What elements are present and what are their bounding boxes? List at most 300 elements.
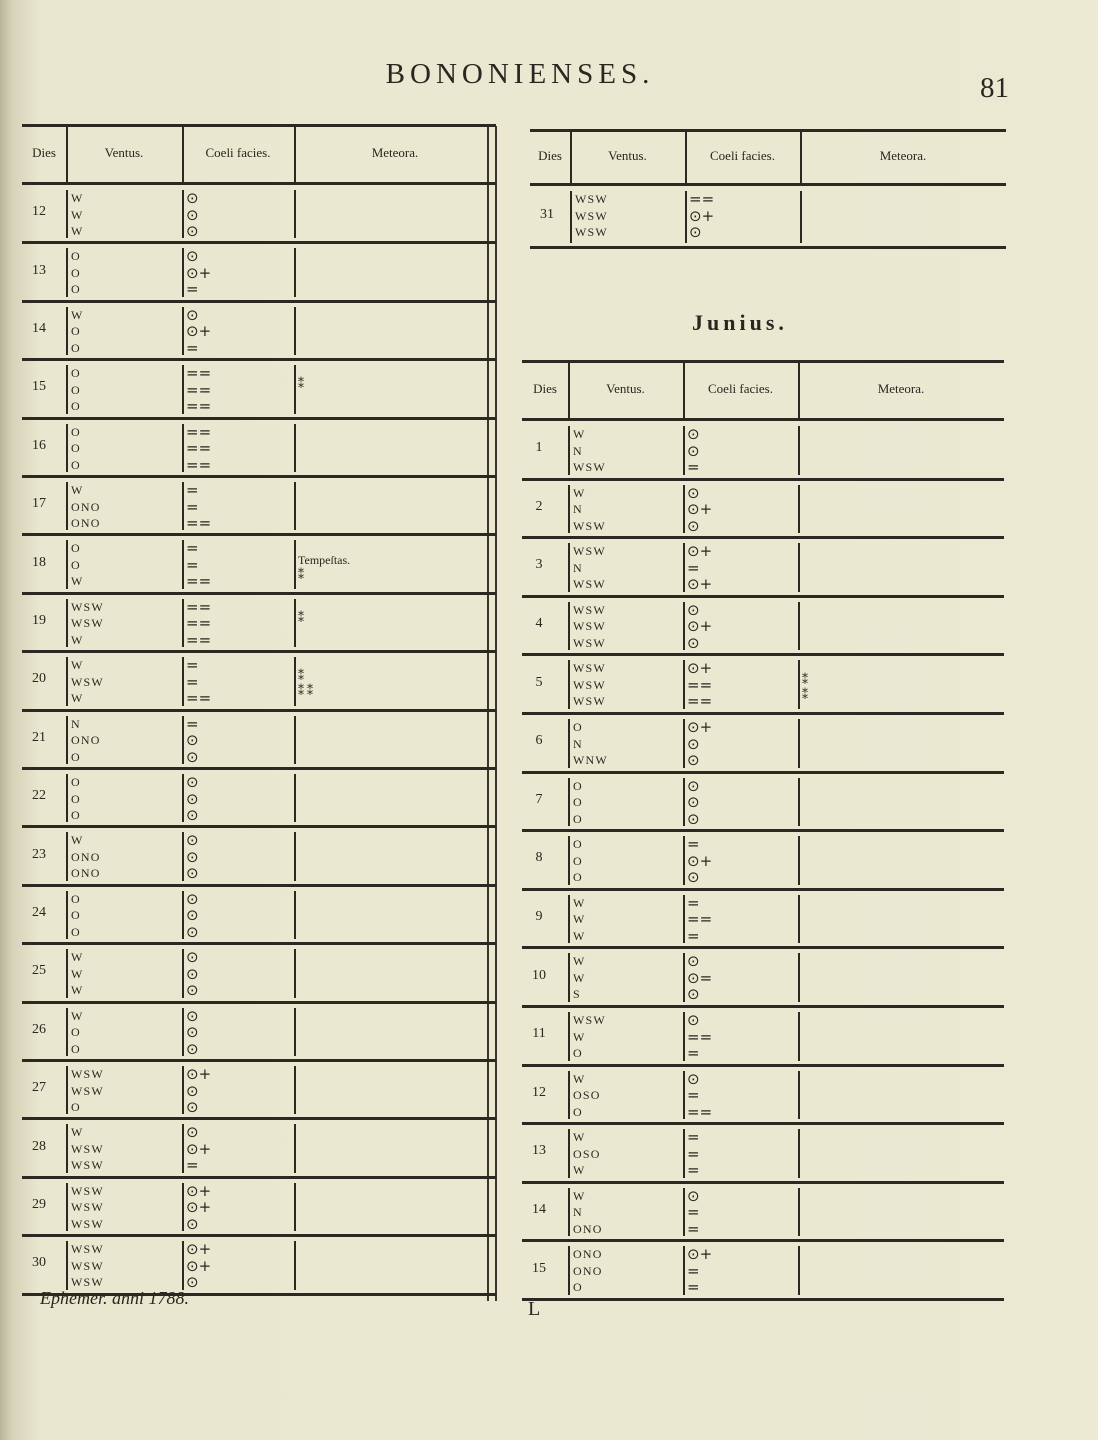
meteora-divider bbox=[798, 778, 800, 827]
wind-value: W bbox=[573, 1163, 586, 1178]
wind-value: N bbox=[573, 1205, 583, 1220]
sky-divider bbox=[182, 1124, 184, 1172]
sky-symbol: ⊙ bbox=[186, 789, 199, 808]
table-row bbox=[22, 652, 496, 710]
sky-divider bbox=[182, 307, 184, 355]
sky-symbol: ⊙ bbox=[186, 906, 199, 925]
sky-symbols bbox=[687, 660, 712, 710]
meteora-divider bbox=[294, 657, 296, 705]
wind-value: WSW bbox=[71, 1183, 104, 1198]
column-header-coeli: Coeli facies. bbox=[708, 381, 773, 396]
wind-value: O bbox=[71, 891, 81, 906]
meteora-divider bbox=[294, 424, 296, 472]
sky-symbol: ⊙ bbox=[687, 1011, 700, 1029]
wind-readings bbox=[71, 1124, 104, 1174]
meteora-divider bbox=[798, 1012, 800, 1061]
row-bottom-rule bbox=[522, 1298, 1004, 1301]
column-header-meteora: Meteora. bbox=[879, 148, 927, 163]
wind-readings bbox=[71, 248, 81, 298]
day-number: 8 bbox=[535, 850, 543, 866]
sky-symbols bbox=[186, 774, 199, 824]
sky-symbol: = bbox=[687, 1203, 700, 1222]
sky-symbol: ⊙+ bbox=[186, 1256, 212, 1275]
wind-divider bbox=[66, 657, 68, 705]
sky-symbol: == bbox=[186, 689, 212, 708]
wind-value: O bbox=[573, 1046, 583, 1060]
sky-symbols bbox=[687, 719, 712, 769]
wind-value: WSW bbox=[71, 1158, 104, 1173]
day-number: 2 bbox=[535, 498, 543, 514]
sky-symbols bbox=[186, 540, 211, 590]
sky-symbols bbox=[687, 953, 712, 1003]
meteora-divider bbox=[294, 1124, 296, 1172]
wind-divider bbox=[568, 719, 570, 768]
wind-readings bbox=[573, 1071, 601, 1121]
wind-value: W bbox=[71, 833, 84, 848]
wind-value: O bbox=[71, 924, 81, 939]
wind-divider bbox=[66, 307, 68, 355]
sky-symbol: ⊙ bbox=[186, 1123, 199, 1142]
header-divider bbox=[570, 129, 572, 183]
sky-symbol: = bbox=[186, 1156, 199, 1175]
table-row bbox=[22, 1003, 496, 1061]
wind-readings bbox=[71, 424, 81, 474]
sky-symbol: ⊙ bbox=[687, 1069, 700, 1088]
wind-value: WSW bbox=[71, 1216, 104, 1231]
meteora-divider bbox=[294, 774, 296, 822]
sky-symbol: = bbox=[186, 656, 199, 675]
wind-value: OSO bbox=[573, 1088, 601, 1103]
sky-symbol: ⊙ bbox=[687, 952, 700, 971]
sky-symbols bbox=[186, 307, 211, 357]
sky-divider bbox=[683, 1012, 685, 1061]
sky-symbols bbox=[186, 1183, 211, 1233]
meteora-divider bbox=[294, 1066, 296, 1114]
wind-value: WSW bbox=[573, 1013, 606, 1027]
day-number: 12 bbox=[32, 204, 46, 220]
wind-divider bbox=[66, 482, 68, 530]
sky-symbol: = bbox=[186, 481, 199, 499]
day-number: 10 bbox=[532, 967, 546, 983]
sky-symbol: ⊙ bbox=[186, 205, 199, 224]
wind-value: O bbox=[573, 795, 583, 810]
wind-readings bbox=[71, 1066, 104, 1116]
table-row bbox=[530, 186, 1006, 248]
sky-divider bbox=[683, 543, 685, 592]
wind-value: WSW bbox=[575, 208, 608, 223]
wind-divider bbox=[66, 891, 68, 939]
sky-symbol: = bbox=[687, 458, 700, 476]
wind-value: O bbox=[71, 908, 81, 923]
sky-symbol: = bbox=[186, 555, 199, 574]
table-row bbox=[22, 535, 496, 593]
sky-symbol: ⊙ bbox=[186, 1039, 199, 1058]
wind-value: WSW bbox=[71, 1067, 104, 1081]
meteora-divider bbox=[800, 191, 802, 243]
sky-symbol: ⊙ bbox=[186, 747, 199, 766]
wind-value: W bbox=[71, 983, 84, 998]
day-number: 19 bbox=[32, 612, 46, 628]
wind-divider bbox=[66, 1183, 68, 1231]
meteora-divider bbox=[294, 1183, 296, 1231]
wind-readings bbox=[71, 365, 81, 415]
wind-value: O bbox=[71, 340, 81, 355]
wind-readings bbox=[71, 949, 84, 999]
sky-symbol: == bbox=[186, 380, 212, 399]
wind-divider bbox=[568, 953, 570, 1002]
wind-readings bbox=[71, 482, 101, 532]
wind-readings bbox=[71, 716, 101, 766]
wind-readings bbox=[573, 1246, 603, 1296]
sky-divider bbox=[182, 365, 184, 413]
sky-symbol: ⊙ bbox=[689, 223, 702, 241]
wind-value: ONO bbox=[573, 1221, 603, 1236]
wind-divider bbox=[568, 602, 570, 651]
wind-value: O bbox=[71, 457, 81, 472]
day-number: 15 bbox=[532, 1260, 546, 1276]
sky-divider bbox=[683, 836, 685, 885]
wind-value: WSW bbox=[71, 616, 104, 631]
wind-value: O bbox=[573, 811, 583, 826]
sky-symbols bbox=[186, 891, 199, 941]
wind-value: WSW bbox=[71, 674, 104, 689]
wind-value: O bbox=[71, 1025, 81, 1040]
column-header-ventus: Ventus. bbox=[104, 145, 144, 160]
sky-symbol: == bbox=[689, 190, 715, 208]
wind-value: W bbox=[71, 632, 84, 647]
wind-divider bbox=[66, 1124, 68, 1172]
wind-readings bbox=[71, 540, 84, 590]
day-number: 25 bbox=[32, 963, 46, 979]
header-divider bbox=[182, 124, 184, 182]
table-row bbox=[522, 831, 1004, 890]
wind-value: W bbox=[573, 485, 586, 500]
wind-value: O bbox=[71, 249, 81, 264]
sky-divider bbox=[182, 832, 184, 880]
sky-divider bbox=[683, 778, 685, 827]
sky-symbols bbox=[687, 1246, 712, 1296]
sky-symbols bbox=[687, 602, 712, 652]
table-row bbox=[22, 944, 496, 1002]
sky-divider bbox=[683, 719, 685, 768]
wind-divider bbox=[568, 543, 570, 592]
table-row bbox=[522, 1007, 1004, 1066]
sky-symbols bbox=[689, 191, 714, 241]
sky-symbol: ⊙ bbox=[186, 806, 199, 824]
sky-symbol: = bbox=[687, 558, 700, 577]
sky-symbols bbox=[687, 1188, 700, 1238]
wind-value: ONO bbox=[71, 499, 101, 514]
wind-value: WSW bbox=[71, 599, 104, 614]
day-number: 1 bbox=[535, 440, 543, 456]
table-row bbox=[522, 773, 1004, 832]
sky-symbol: = bbox=[687, 1219, 700, 1238]
day-number: 6 bbox=[535, 733, 543, 749]
wind-value: WSW bbox=[71, 1275, 104, 1290]
sky-symbol: == bbox=[186, 597, 212, 616]
wind-value: O bbox=[71, 1041, 81, 1056]
wind-value: O bbox=[573, 853, 583, 868]
day-number: 7 bbox=[535, 791, 543, 807]
wind-value: W bbox=[71, 1125, 84, 1140]
table-row bbox=[22, 1119, 496, 1177]
day-number: 16 bbox=[32, 437, 46, 453]
wind-value: ONO bbox=[71, 516, 101, 530]
wind-value: O bbox=[71, 541, 81, 556]
day-number: 27 bbox=[32, 1080, 46, 1096]
sky-symbol: ⊙+ bbox=[687, 659, 713, 678]
sky-symbol: == bbox=[687, 1102, 713, 1121]
wind-readings bbox=[573, 719, 608, 769]
wind-divider bbox=[568, 426, 570, 475]
wind-value: N bbox=[573, 560, 583, 575]
meteora-note: ⁑ bbox=[802, 687, 808, 702]
wind-value: WSW bbox=[573, 577, 606, 592]
table-row bbox=[522, 890, 1004, 949]
wind-readings bbox=[575, 191, 608, 241]
sky-symbol: ⊙ bbox=[687, 483, 700, 502]
sky-divider bbox=[182, 248, 184, 296]
wind-value: N bbox=[573, 736, 583, 751]
day-number: 3 bbox=[535, 557, 543, 573]
meteora-note: ⁑ bbox=[298, 567, 304, 582]
sky-symbols bbox=[687, 1012, 712, 1062]
sky-symbol: == bbox=[186, 397, 212, 416]
sky-symbol: ⊙+ bbox=[687, 851, 713, 870]
sky-symbols bbox=[687, 836, 712, 886]
sky-symbol: ⊙+ bbox=[186, 1065, 212, 1083]
wind-value: WSW bbox=[573, 661, 606, 676]
wind-divider bbox=[66, 774, 68, 822]
table-row bbox=[22, 243, 496, 301]
sky-symbol: ⊙ bbox=[186, 773, 199, 791]
wind-value: ONO bbox=[71, 733, 101, 748]
wind-value: ONO bbox=[71, 849, 101, 864]
meteora-divider bbox=[798, 836, 800, 885]
sky-symbol: = bbox=[687, 893, 700, 912]
sky-symbol: == bbox=[186, 439, 212, 458]
sky-symbols bbox=[687, 543, 712, 593]
header-divider bbox=[800, 129, 802, 183]
sky-symbol: = bbox=[687, 1128, 700, 1147]
wind-value: O bbox=[573, 870, 583, 885]
wind-readings bbox=[71, 1008, 84, 1058]
wind-value: WSW bbox=[71, 1141, 104, 1156]
wind-value: WSW bbox=[573, 544, 606, 559]
running-head: BONONIENSES. bbox=[385, 58, 655, 90]
wind-value: W bbox=[573, 928, 586, 943]
sky-symbols bbox=[186, 365, 211, 415]
wind-value: O bbox=[71, 808, 81, 822]
sky-symbols bbox=[687, 1071, 712, 1121]
sky-divider bbox=[683, 660, 685, 709]
wind-divider bbox=[66, 1241, 68, 1289]
day-number: 24 bbox=[32, 904, 46, 920]
meteora-divider bbox=[294, 482, 296, 530]
table-row bbox=[22, 419, 496, 477]
sky-symbol: == bbox=[186, 630, 212, 649]
wind-divider bbox=[66, 1066, 68, 1114]
table-row bbox=[522, 1241, 1004, 1300]
day-number: 23 bbox=[32, 846, 46, 862]
sky-symbol: ⊙+ bbox=[687, 718, 713, 736]
sky-symbol: ⊙ bbox=[186, 981, 199, 1000]
wind-value: WSW bbox=[573, 635, 606, 650]
wind-value: W bbox=[71, 966, 84, 981]
meteora-divider bbox=[798, 1246, 800, 1295]
meteora-divider bbox=[798, 426, 800, 475]
sky-divider bbox=[683, 426, 685, 475]
wind-readings bbox=[573, 1012, 606, 1062]
wind-value: WSW bbox=[71, 1200, 104, 1215]
wind-value: W bbox=[71, 224, 84, 238]
wind-readings bbox=[573, 895, 586, 945]
sky-divider bbox=[182, 1066, 184, 1114]
header-divider bbox=[685, 129, 687, 183]
wind-readings bbox=[71, 1241, 104, 1291]
wind-value: ONO bbox=[71, 866, 101, 881]
day-number: 4 bbox=[535, 616, 543, 632]
wind-divider bbox=[568, 660, 570, 709]
meteora-divider bbox=[294, 891, 296, 939]
wind-value: O bbox=[71, 399, 81, 414]
wind-value: W bbox=[573, 912, 586, 927]
sky-symbol: ⊙ bbox=[687, 734, 700, 753]
wind-value: WSW bbox=[575, 192, 608, 206]
column-header-meteora: Meteora. bbox=[371, 145, 419, 160]
wind-value: N bbox=[573, 502, 583, 517]
wind-value: W bbox=[573, 1130, 586, 1145]
wind-value: WNW bbox=[573, 753, 608, 767]
wind-value: O bbox=[573, 1280, 583, 1295]
sky-symbol: ⊙ bbox=[687, 751, 700, 769]
day-number: 20 bbox=[32, 671, 46, 687]
wind-value: WSW bbox=[71, 1258, 104, 1273]
meteora-divider bbox=[294, 832, 296, 880]
day-number: 30 bbox=[32, 1255, 46, 1271]
sky-symbol: = bbox=[687, 835, 700, 854]
wind-value: O bbox=[573, 1104, 583, 1119]
wind-value: O bbox=[71, 382, 81, 397]
table-row bbox=[22, 1061, 496, 1119]
wind-value: O bbox=[71, 324, 81, 339]
header-divider bbox=[294, 124, 296, 182]
sky-symbol: ⊙+ bbox=[186, 1139, 212, 1158]
wind-readings bbox=[573, 602, 606, 652]
signature-mark: L bbox=[528, 1298, 541, 1320]
wind-value: W bbox=[573, 1071, 586, 1086]
wind-readings bbox=[573, 426, 606, 476]
sky-symbols bbox=[186, 832, 199, 882]
column-header-ventus: Ventus. bbox=[606, 381, 645, 396]
sky-symbol: ⊙ bbox=[687, 425, 700, 443]
sky-divider bbox=[182, 657, 184, 705]
sky-divider bbox=[683, 895, 685, 944]
sky-symbol: ⊙ bbox=[186, 247, 199, 266]
sky-symbol: = bbox=[687, 1044, 700, 1062]
sky-symbol: ⊙ bbox=[186, 847, 199, 866]
table-row bbox=[522, 948, 1004, 1007]
sky-symbol: = bbox=[687, 1161, 700, 1180]
meteora-note: ⁑ bbox=[298, 610, 304, 625]
meteora-divider bbox=[798, 719, 800, 768]
wind-value: O bbox=[71, 749, 81, 764]
table-row bbox=[22, 827, 496, 885]
meteora-divider bbox=[294, 599, 296, 647]
wind-value: ONO bbox=[573, 1247, 603, 1262]
wind-value: O bbox=[71, 775, 81, 789]
sky-symbol: = bbox=[687, 926, 700, 945]
wind-divider bbox=[66, 248, 68, 296]
sky-symbol: ⊙+ bbox=[186, 322, 212, 341]
wind-value: O bbox=[71, 791, 81, 806]
meteora-notes bbox=[298, 611, 304, 626]
meteora-divider bbox=[798, 660, 800, 709]
sky-symbol: ⊙+ bbox=[687, 575, 713, 594]
wind-divider bbox=[568, 895, 570, 944]
wind-readings bbox=[71, 190, 84, 240]
column-header-dies: Dies bbox=[533, 381, 557, 396]
sky-symbols bbox=[186, 424, 211, 474]
day-number: 14 bbox=[32, 320, 46, 336]
wind-readings bbox=[573, 1129, 601, 1179]
sky-symbol: ⊙ bbox=[186, 222, 199, 240]
table-row bbox=[22, 1236, 496, 1294]
meteora-divider bbox=[294, 307, 296, 355]
sky-symbol: == bbox=[186, 364, 212, 383]
wind-value: O bbox=[71, 424, 81, 439]
sky-divider bbox=[182, 716, 184, 764]
meteora-divider bbox=[798, 543, 800, 592]
wind-value: O bbox=[573, 837, 583, 852]
column-header-ventus: Ventus. bbox=[608, 148, 647, 163]
meteora-divider bbox=[798, 895, 800, 944]
day-number: 17 bbox=[32, 496, 46, 512]
sky-symbol: ⊙ bbox=[186, 964, 199, 983]
meteora-divider bbox=[294, 365, 296, 413]
sky-symbol: ⊙ bbox=[687, 633, 700, 652]
day-number: 15 bbox=[32, 379, 46, 395]
wind-readings bbox=[71, 1183, 104, 1233]
wind-readings bbox=[573, 778, 583, 828]
sky-divider bbox=[182, 1241, 184, 1289]
meteora-divider bbox=[798, 1129, 800, 1178]
wind-value: ONO bbox=[573, 1263, 603, 1278]
sky-symbol: ⊙ bbox=[687, 793, 700, 812]
sky-divider bbox=[182, 774, 184, 822]
column-header-dies: Dies bbox=[538, 148, 562, 163]
meteora-notes bbox=[298, 669, 313, 699]
table-row bbox=[22, 886, 496, 944]
sky-symbol: == bbox=[186, 614, 212, 633]
meteora-note: ⁑ bbox=[802, 672, 808, 687]
wind-value: W bbox=[71, 950, 84, 965]
column-header-dies: Dies bbox=[32, 145, 56, 160]
wind-value: O bbox=[71, 366, 81, 381]
meteora-divider bbox=[294, 1008, 296, 1056]
sky-symbol: ⊙ bbox=[186, 731, 199, 750]
wind-divider bbox=[568, 1129, 570, 1178]
sky-divider bbox=[182, 599, 184, 647]
wind-value: W bbox=[573, 895, 586, 910]
sky-symbol: ⊙ bbox=[186, 948, 199, 967]
sky-symbols bbox=[186, 1124, 211, 1174]
table-row bbox=[522, 1183, 1004, 1242]
day-number: 13 bbox=[532, 1143, 546, 1159]
sky-symbol: ⊙+ bbox=[186, 1240, 212, 1259]
sky-symbol: ⊙+ bbox=[687, 542, 713, 561]
wind-divider bbox=[570, 191, 572, 243]
